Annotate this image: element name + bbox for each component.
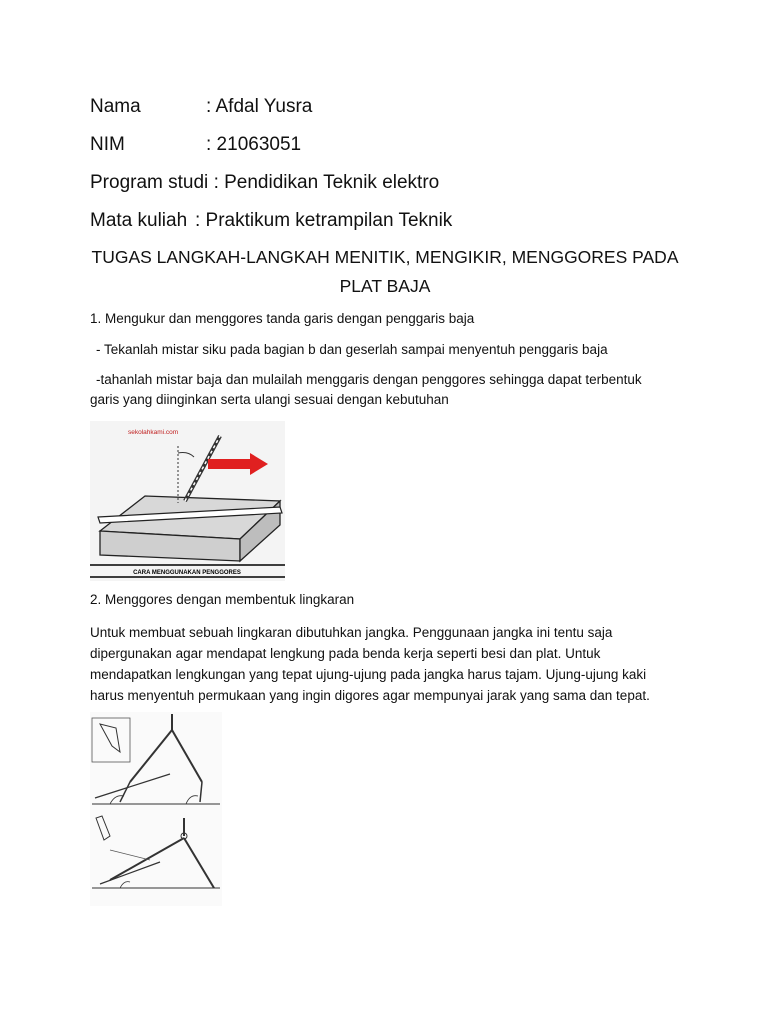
section2-line-3: mendapatkan lengkungan yang tepat ujung-ujung pada jangka harus tajam. Ujung-ujung kaki: [90, 667, 647, 682]
program-label: Program studi: [90, 172, 209, 193]
page-title: [60, 243, 710, 301]
section1-step2-line1: -tahanlah mistar baja dan mulailah menggaris dengan penggores sehingga dapat terbentuk: [96, 372, 642, 387]
course-row: [90, 209, 452, 233]
name-label: Nama: [90, 96, 141, 117]
section2-paragraph: [90, 622, 710, 706]
program-row: [90, 171, 439, 195]
figure-watermark: sekolahkami.com: [128, 429, 179, 436]
scriber-illustration: [90, 421, 285, 581]
course-label: Mata kuliah: [90, 210, 188, 231]
course-value: : Praktikum ketrampilan Teknik: [195, 210, 453, 231]
section1-step1: - Tekanlah mistar siku pada bagian b dan geserlah sampai menyentuh penggaris baja: [96, 342, 608, 357]
section1-heading: 1. Mengukur dan menggores tanda garis dengan penggaris baja: [90, 311, 475, 326]
title-line-1: TUGAS LANGKAH-LANGKAH MENITIK, MENGIKIR, MENGGORES PADA: [91, 247, 679, 267]
section1-step2-line2: garis yang diinginkan serta ulangi sesuai dengan kebutuhan: [90, 392, 449, 407]
nim-value: : 21063051: [206, 134, 302, 155]
compass-figure: [90, 712, 222, 906]
title-line-2: PLAT BAJA: [339, 276, 431, 296]
section2-line-1: Untuk membuat sebuah lingkaran dibutuhkan jangka. Penggunaan jangka ini tentu saja: [90, 625, 613, 640]
figure-caption: CARA MENGGUNAKAN PENGGORES: [133, 570, 241, 576]
name-row: [90, 95, 312, 119]
nim-row: [90, 133, 301, 157]
section2-heading: 2. Menggores dengan membentuk lingkaran: [90, 592, 355, 607]
scriber-figure: [90, 421, 285, 581]
compass-illustration: [90, 712, 222, 906]
program-value: : Pendidikan Teknik elektro: [213, 172, 440, 193]
section2-line-4: harus menyentuh permukaan yang ingin digores agar mempunyai jarak yang sama dan tepat.: [90, 688, 650, 703]
nim-label: NIM: [90, 134, 125, 155]
name-value: : Afdal Yusra: [206, 96, 313, 117]
section2-line-2: dipergunakan agar mendapat lengkung pada benda kerja seperti besi dan plat. Untuk: [90, 646, 601, 661]
